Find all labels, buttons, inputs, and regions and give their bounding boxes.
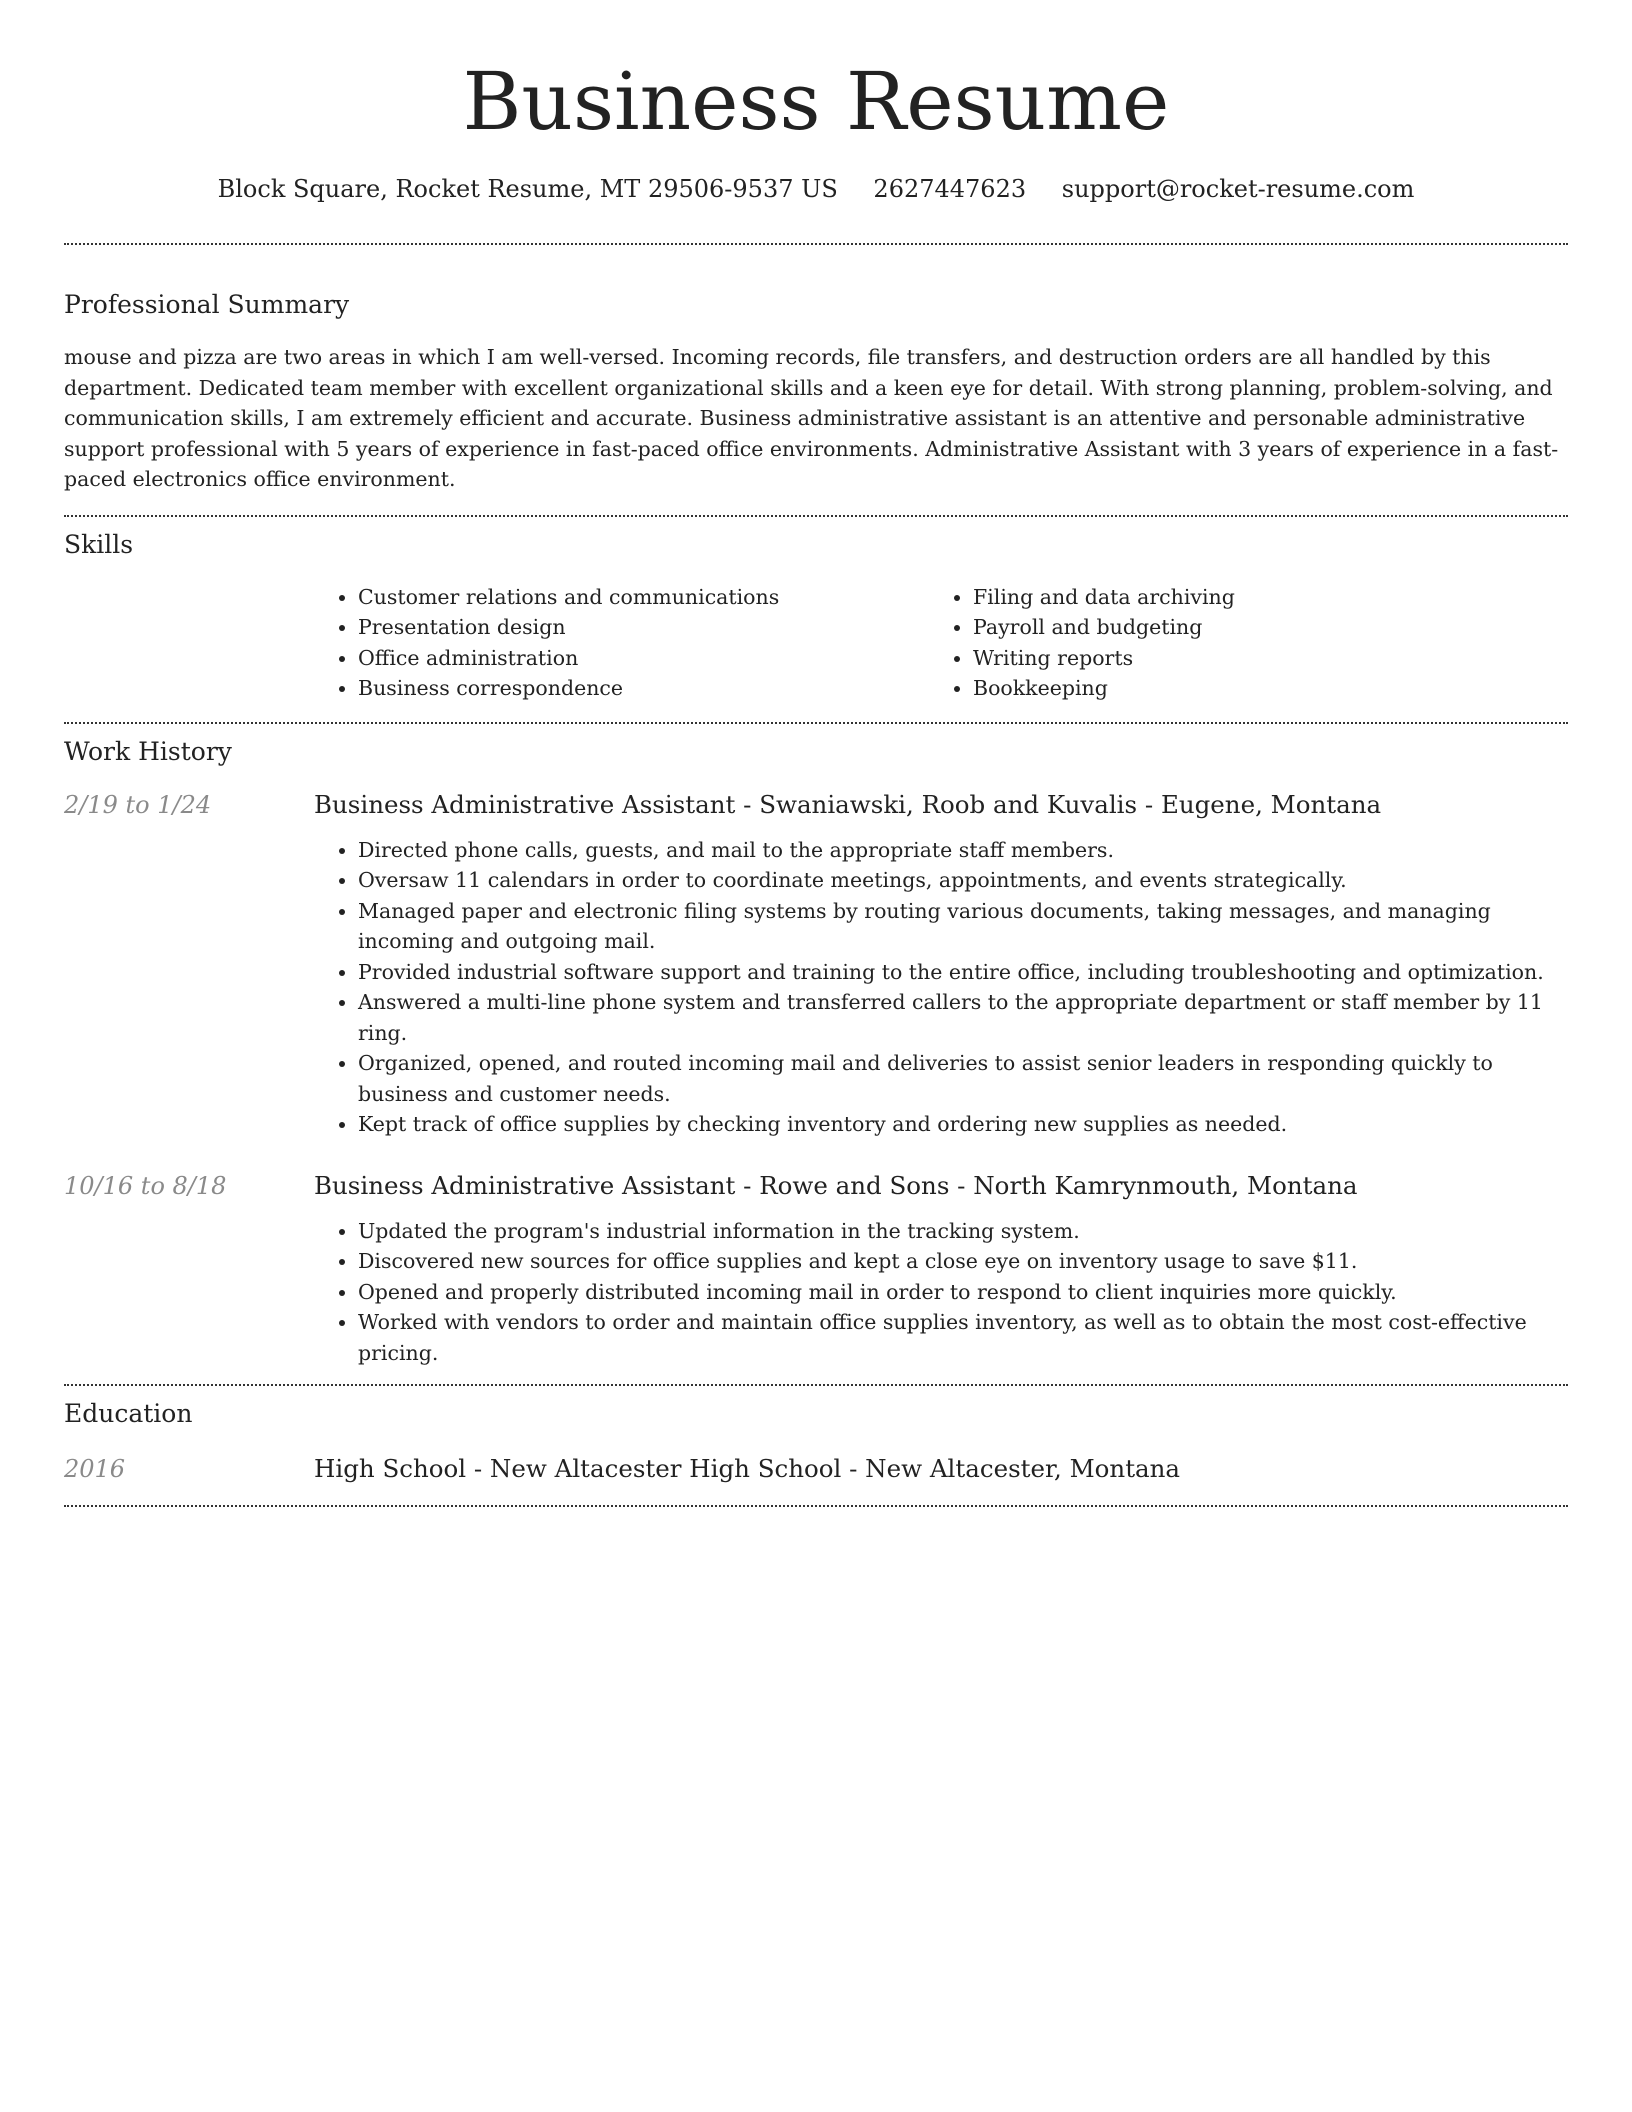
job-entry: [64, 1170, 1568, 1369]
job-details: - Swaniawski, Roob and Kuvalis - Eugene, Montana: [735, 789, 1382, 819]
job-dates: 10/16 to 8/18: [64, 1171, 227, 1200]
job-bullet: • Kept track of office supplies by checking inventory and ordering new supplies as needed.: [358, 1109, 1568, 1140]
skill-item: • Writing reports: [973, 643, 1544, 674]
section-title-work: Work History: [64, 736, 232, 766]
resume-name: Business Resume: [462, 55, 1170, 148]
education-title: [314, 1453, 1180, 1485]
contact-address: Block Square, Rocket Resume, MT 29506-9537 US: [217, 175, 838, 203]
job-bullets: [314, 1216, 1568, 1369]
job-bullet: • Updated the program's industrial information in the tracking system.: [358, 1216, 1568, 1247]
education-degree: High School: [314, 1454, 467, 1483]
divider: [64, 722, 1568, 724]
job-title: [314, 789, 1381, 821]
job-bullets: [314, 835, 1568, 1140]
section-title-skills: Skills: [64, 529, 134, 559]
job-position: Business Administrative Assistant: [314, 1170, 736, 1200]
summary-text: mouse and pizza are two areas in which I am well-versed. Incoming records, file transfers, and destruction orders are all handled by this department. Dedicated team member with excellent organizational skills and a keen eye for detail. With strong planning, problem-solving, and communication skills, I am extremely efficient and accurate. Business administrative assistant is an attentive and personable administrative support professional with 5 years of experience in fast-paced office environments. Administrative Assistant with 3 years of experience in a fast-paced electronics office environment.: [64, 345, 1559, 491]
education-details: - New Altacester High School - New Altacester, Montana: [466, 1454, 1181, 1483]
job-bullet: • Organized, opened, and routed incoming mail and deliveries to assist senior leaders in responding quickly to business and customer needs.: [358, 1048, 1568, 1109]
job-bullet: • Directed phone calls, guests, and mail to the appropriate staff members.: [358, 835, 1568, 866]
job-title: [314, 1170, 1357, 1202]
skill-item: • Customer relations and communications: [358, 582, 929, 613]
job-details: - Rowe and Sons - North Kamrynmouth, Montana: [735, 1170, 1358, 1200]
job-bullet: • Provided industrial software support and training to the entire office, including troubleshooting and optimization.: [358, 957, 1568, 988]
job-bullet: • Oversaw 11 calendars in order to coordinate meetings, appointments, and events strategically.: [358, 865, 1568, 896]
job-header: [64, 789, 1568, 821]
section-title-summary: Professional Summary: [64, 290, 350, 319]
contact-email: support@rocket-resume.com: [1061, 175, 1415, 203]
skills-grid: [314, 582, 1568, 704]
skill-item: • Payroll and budgeting: [973, 612, 1544, 643]
contact-phone: 2627447623: [873, 175, 1027, 203]
contact-line: [64, 172, 1568, 206]
skills-column-right: [929, 582, 1544, 704]
job-header: [64, 1170, 1568, 1202]
divider: [64, 243, 1568, 245]
skills-column-left: [314, 582, 929, 704]
job-dates: 2/19 to 1/24: [64, 790, 212, 819]
job-bullet: • Discovered new sources for office supplies and kept a close eye on inventory usage to save $11.: [358, 1246, 1568, 1277]
job-bullet: • Worked with vendors to order and maintain office supplies inventory, as well as to obtain the most cost-effective pricing.: [358, 1307, 1568, 1368]
job-position: Business Administrative Assistant: [314, 789, 736, 819]
divider: [64, 515, 1568, 517]
divider: [64, 1505, 1568, 1507]
skill-item: • Office administration: [358, 643, 929, 674]
job-bullet: • Managed paper and electronic filing systems by routing various documents, taking messages, and managing incoming and outgoing mail.: [358, 896, 1568, 957]
section-title-education: Education: [64, 1399, 193, 1428]
job-bullet: • Opened and properly distributed incoming mail in order to respond to client inquiries more quickly.: [358, 1277, 1568, 1308]
skill-item: • Filing and data archiving: [973, 582, 1544, 613]
skill-item: • Presentation design: [358, 612, 929, 643]
resume-page: [64, 0, 1568, 1507]
job-bullet: • Answered a multi-line phone system and transferred callers to the appropriate department or staff member by 11 ring.: [358, 987, 1568, 1048]
skill-item: • Business correspondence: [358, 673, 929, 704]
education-entry: [64, 1453, 1568, 1485]
job-entry: [64, 789, 1568, 1140]
divider: [64, 1384, 1568, 1386]
education-year: 2016: [64, 1455, 126, 1483]
skill-item: • Bookkeeping: [973, 673, 1544, 704]
